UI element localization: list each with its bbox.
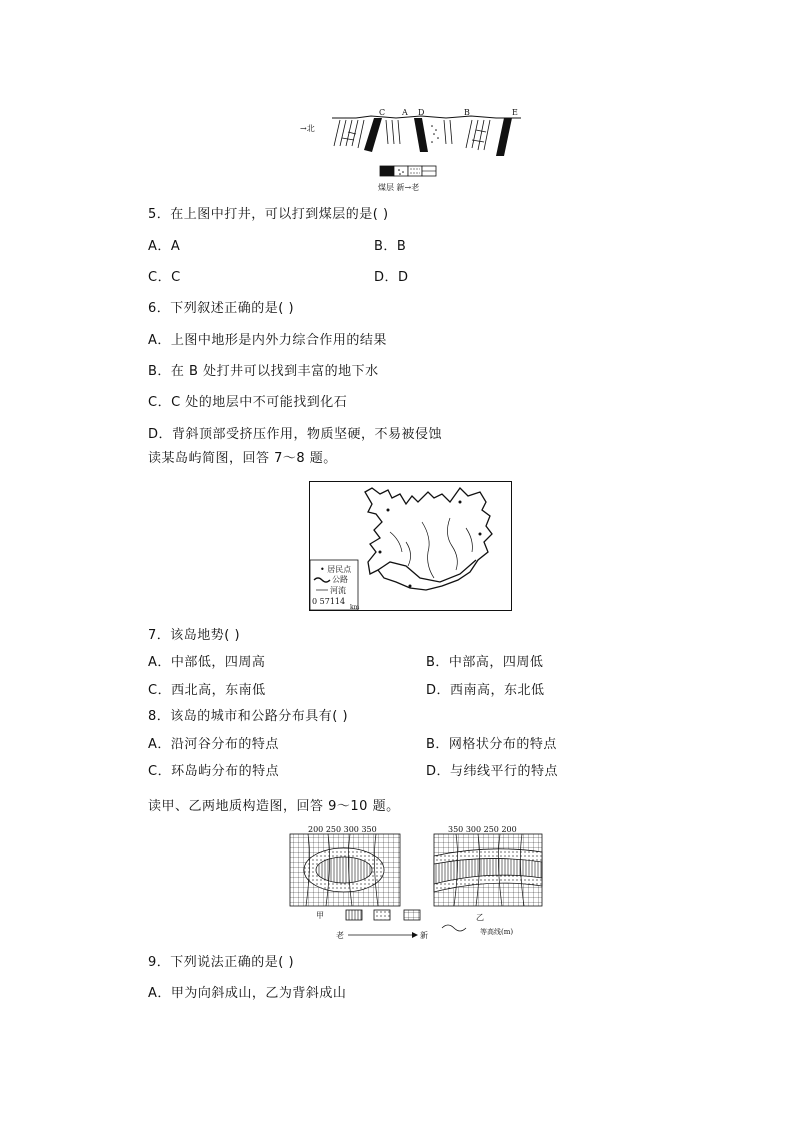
legend-new: 新 [420,931,428,940]
question-8-option-c: C．环岛屿分布的特点 [148,764,280,779]
section-label-e: E [512,108,518,117]
island-map-figure [309,481,512,611]
question-7-stem: 7．该岛地势( ) [148,628,241,643]
contour-legend-label: 等高线(m) [480,928,514,936]
section-label-b: B [464,108,470,117]
question-8-option-b: B．网格状分布的特点 [426,737,557,752]
question-7-option-a: A．中部低，四周高 [148,655,266,670]
question-8-stem: 8．该岛的城市和公路分布具有( ) [148,709,349,724]
cross-section-figure [296,104,526,196]
figure-label-jia: 甲 [316,911,324,920]
strata-legend-caption: 煤层 新→老 [378,183,420,192]
strata-legend [380,166,436,176]
cross-section-diagram [296,104,526,196]
question-7-option-c: C．西北高，东南低 [148,683,266,698]
question-7-option-b: B．中部高，四周低 [426,655,544,670]
question-6-option-a: A．上图中地形是内外力综合作用的结果 [148,333,387,348]
question-5-option-d: D．D [374,270,409,285]
question-6-option-c: C．C 处的地层中不可能找到化石 [148,395,348,410]
question-5-stem: 5．在上图中打井，可以打到煤层的是( ) [148,207,389,222]
question-5-option-b: B．B [374,239,407,254]
question-8-option-d: D．与纬线平行的特点 [426,764,559,779]
section-label-d: D [418,108,425,117]
section-label-c: C [379,108,386,117]
section-label-a: A [402,108,408,117]
legend-road: 公路 [332,575,348,584]
north-arrow-label: →北 [300,124,315,133]
geology-intro: 读甲、乙两地质构造图，回答 9～10 题。 [148,799,400,814]
map-scale-unit: km [350,604,360,610]
question-9-option-a: A．甲为向斜成山，乙为背斜成山 [148,986,347,1001]
question-6-option-b: B．在 B 处打井可以找到丰富的地下水 [148,364,379,379]
figure-label-yi: 乙 [476,913,484,922]
question-5-option-c: C．C [148,270,181,285]
question-6-stem: 6．下列叙述正确的是( ) [148,301,295,316]
question-7-option-d: D．西南高，东北低 [426,683,545,698]
question-8-option-a: A．沿河谷分布的特点 [148,737,279,752]
contour-legend-icon [442,925,466,931]
legend-old: 老 [336,931,344,940]
geology-figure [288,822,544,944]
legend-river: 河流 [330,586,346,595]
map-scale: 0 57114 [312,597,346,606]
question-6-option-d: D．背斜顶部受挤压作用，物质坚硬，不易被侵蚀 [148,427,443,442]
question-9-stem: 9．下列说法正确的是( ) [148,955,295,970]
legend-settlement: • 居民点 [320,565,352,574]
island-map [310,482,511,610]
question-5-option-a: A．A [148,239,181,254]
right-contour-values: 350 300 250 200 [448,825,517,834]
island-intro: 读某岛屿简图，回答 7～8 题。 [148,451,337,466]
left-contour-values: 200 250 300 350 [308,825,377,834]
geology-diagram [288,822,544,944]
